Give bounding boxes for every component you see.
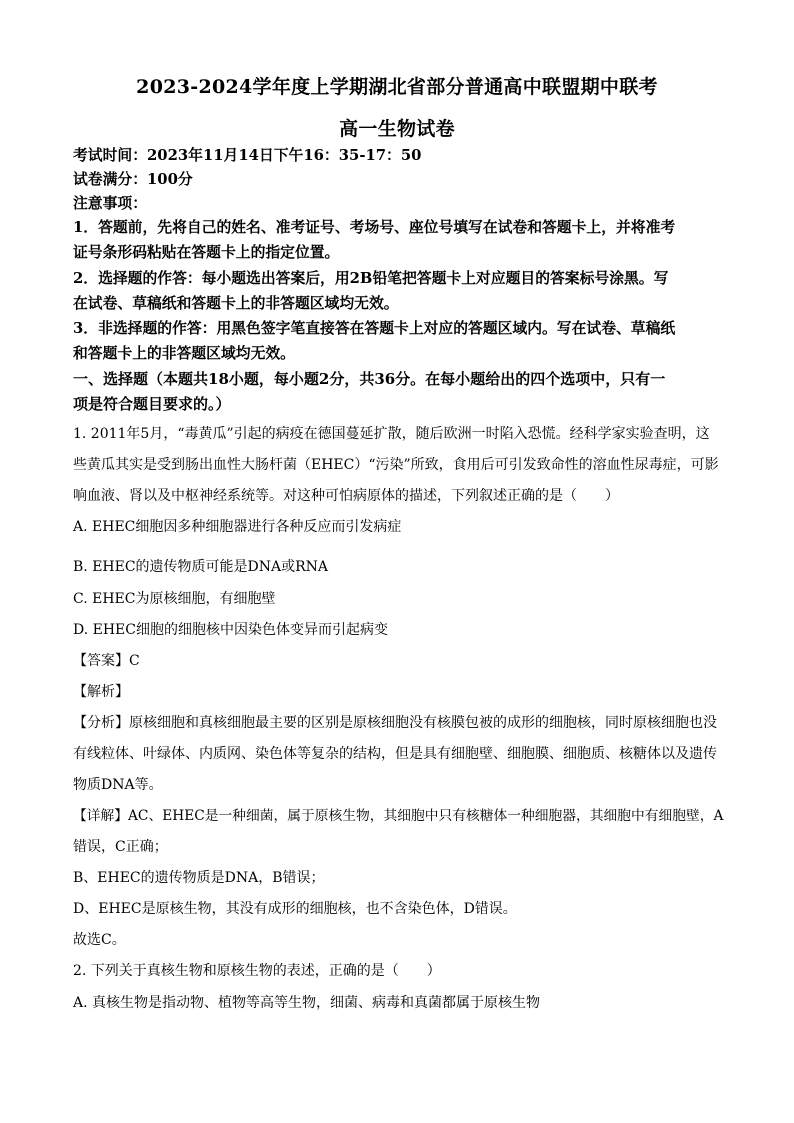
q2-stem: 2. 下列关于真核生物和原核生物的表述，正确的是（ ） (73, 963, 441, 979)
notice-heading: 注意事项： (73, 195, 147, 212)
exam-time: 考试时间：2023年11月14日下午16：35-17：50 (73, 147, 422, 164)
q1-analysis-line-2: 有线粒体、叶绿体、内质网、染色体等复杂的结构，但是具有细胞壁、细胞膜、细胞质、核糖体以及遗传 (73, 746, 717, 762)
q1-analysis-line-1: 【分析】原核细胞和真核细胞最主要的区别是原核细胞没有核膜包被的成形的细胞核，同时原核细胞也没 (73, 715, 717, 731)
section-heading-line-2: 项是符合题目要求的。） (73, 395, 231, 413)
notice-1-line-1: 1．答题前，先将自己的姓名、准考证号、考场号、座位号填写在试卷和答题卡上，并将准考 (73, 219, 676, 236)
q1-detail-line-1: 【详解】AC、EHEC是一种细菌，属于原核生物，其细胞中只有核糖体一种细胞器，其细胞中有细胞壁，A (73, 808, 724, 824)
q1-option-c: C. EHEC为原核细胞，有细胞壁 (73, 591, 276, 607)
q1-stem-line-2: 些黄瓜其实是受到肠出血性大肠杆菌（EHEC）“污染”所致，食用后可引发致命性的溶血性尿毒症，可影 (73, 457, 719, 473)
q1-analysis-line-3: 物质DNA等。 (73, 777, 163, 793)
exam-subtitle: 高一生物试卷 (339, 118, 455, 140)
q1-stem-line-3: 响血液、肾以及中枢神经系统等。对这种可怕病原体的描述，下列叙述正确的是（ ） (73, 488, 619, 504)
q1-option-a: A. EHEC细胞因多种细胞器进行各种反应而引发病症 (73, 519, 402, 535)
notice-3-line-2: 和答题卡上的非答题区域均无效。 (73, 345, 295, 362)
notice-2-line-2: 在试卷、草稿纸和答题卡上的非答题区域均无效。 (73, 295, 399, 312)
q1-detail-line-2: 错误，C正确； (73, 839, 168, 855)
notice-2-line-1: 2．选择题的作答：每小题选出答案后，用2B铅笔把答题卡上对应题目的答案标号涂黑。写 (73, 270, 669, 287)
q1-option-d: D. EHEC细胞的细胞核中因染色体变异而引起病变 (73, 622, 388, 638)
notice-1-line-2: 证号条形码粘贴在答题卡上的指定位置。 (73, 244, 340, 261)
q1-answer: 【答案】C (73, 653, 140, 669)
q1-option-b: B. EHEC的遗传物质可能是DNA或RNA (73, 559, 329, 575)
q1-analysis-heading: 【解析】 (73, 684, 129, 700)
q1-conclusion: 故选C。 (73, 932, 126, 948)
section-heading-line-1: 一、选择题（本题共18小题，每小题2分，共36分。在每小题给出的四个选项中，只有一 (73, 370, 666, 388)
q1-stem-line-1: 1. 2011年5月，“毒黄瓜”引起的病疫在德国蔓延扩散，随后欧洲一时陷入恐慌。经科学家实验查明，这 (73, 426, 710, 442)
notice-3-line-1: 3．非选择题的作答：用黑色签字笔直接答在答题卡上对应的答题区域内。写在试卷、草稿纸 (73, 320, 676, 337)
full-score: 试卷满分：100分 (73, 171, 193, 188)
q2-option-a: A. 真核生物是指动物、植物等高等生物，细菌、病毒和真菌都属于原核生物 (73, 995, 541, 1011)
q1-detail-line-3: B、EHEC的遗传物质是DNA，B错误； (73, 870, 325, 886)
q1-detail-line-4: D、EHEC是原核生物，其没有成形的细胞核，也不含染色体，D错误。 (73, 901, 517, 917)
exam-title: 2023-2024学年度上学期湖北省部分普通高中联盟期中联考 (136, 76, 658, 98)
